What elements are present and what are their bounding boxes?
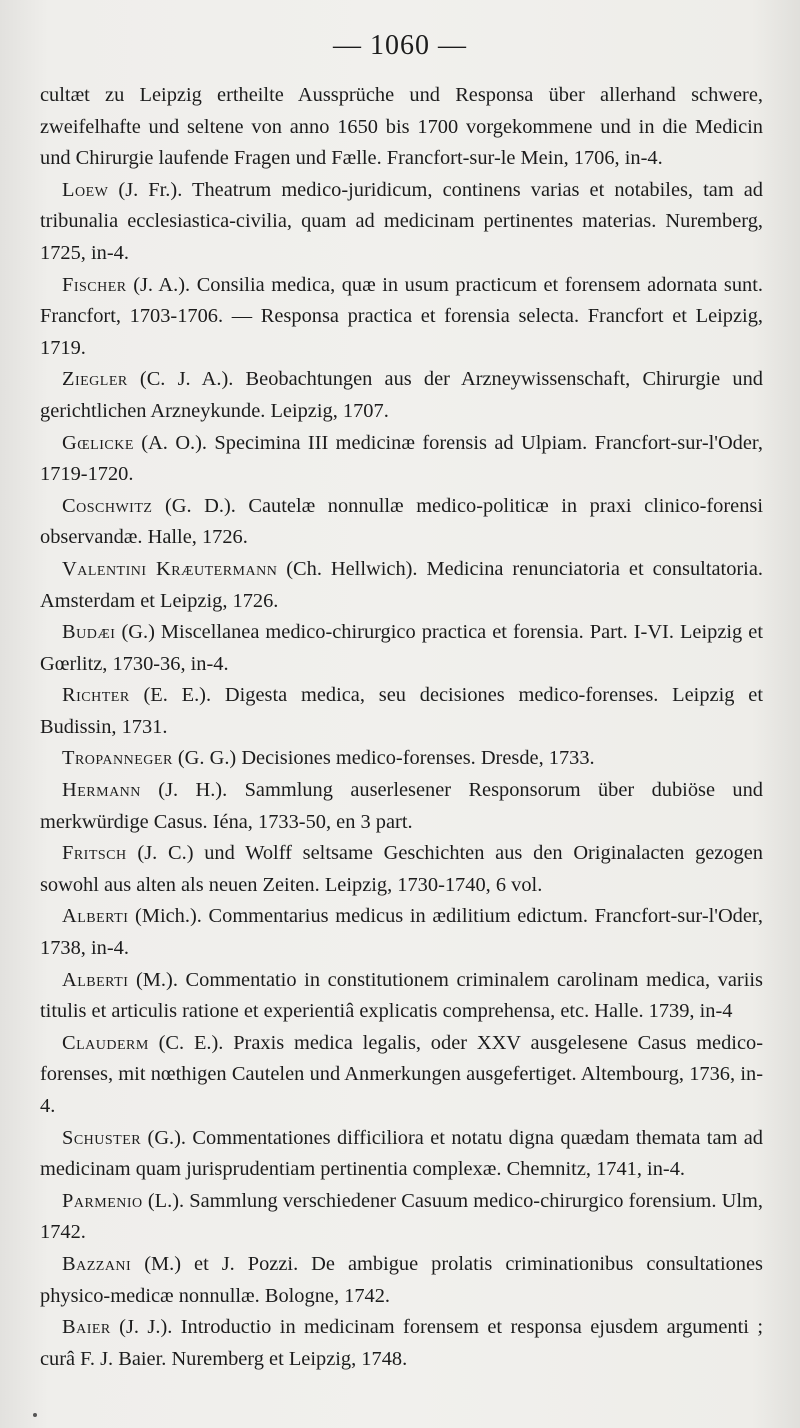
entry-text: cultæt zu Leipzig ertheilte Aussprüche und Responsa über allerhand schwere, zweifelhafte und seltene von anno 1650 bis 1700 vorgekommene und in die Medicin und Chirurgie laufende Fragen und Fælle. Francfort-sur-le Mein, 1706, in-4. <box>40 84 763 170</box>
entry-text: (J. C.) und Wolff seltsame Geschichten aus den Originalacten gezogen sowohl aus alten als neuen Zeiten. Leipzig, 1730-1740, 6 vol. <box>40 842 763 896</box>
bibliography-entry <box>40 838 763 901</box>
entry-text: (G.) Miscellanea medico-chirurgico practica et forensia. Part. I-VI. Leipzig et Gœrlitz, 1730-36, in-4. <box>40 621 763 675</box>
entry-author: Clauderm <box>62 1031 149 1054</box>
entry-author: Baier <box>62 1316 111 1339</box>
entry-author: Schuster <box>62 1126 142 1149</box>
bibliography-list <box>40 80 763 1375</box>
entry-text: (J. Fr.). Theatrum medico-juridicum, continens varias et notabiles, tam ad tribunalia ecclesiastica-civilia, quam ad medicinam pertinentes materias. Nuremberg, 1725, in-4. <box>40 178 763 264</box>
entry-author: Alberti <box>62 968 129 991</box>
bibliography-entry <box>40 775 763 838</box>
bibliography-entry <box>40 901 763 964</box>
bibliography-entry <box>40 491 763 554</box>
bibliography-entry <box>40 428 763 491</box>
bibliography-entry <box>40 743 763 775</box>
bibliography-entry <box>40 680 763 743</box>
entry-text: (J. H.). Sammlung auserlesener Responsorum über dubiöse und merkwürdige Casus. Iéna, 1733-50, en 3 part. <box>40 779 763 833</box>
entry-text: (G.). Commentationes difficiliora et notatu digna quædam themata tam ad medicinam quam jurisprudentiam pertinentia complexæ. Chemnitz, 1741, in-4. <box>40 1126 763 1181</box>
entry-author: Parmenio <box>62 1189 143 1212</box>
page-number: — 1060 — <box>333 30 467 61</box>
entry-text: (M.) et J. Pozzi. De ambigue prolatis criminationibus consultationes physico-medicæ nonnullæ. Bologne, 1742. <box>40 1252 763 1307</box>
bibliography-entry <box>40 617 763 680</box>
bibliography-entry <box>40 1312 763 1375</box>
bibliography-entry <box>40 270 763 365</box>
entry-text: (J. A.). Consilia medica, quæ in usum practicum et forensem adornata sunt. Francfort, 1703-1706. — Responsa practica et forensia selecta. Francfort et Leipzig, 1719. <box>40 273 763 359</box>
entry-author: Budæi <box>62 621 116 644</box>
entry-author: Coschwitz <box>62 494 153 517</box>
entry-author: Fritsch <box>62 842 127 865</box>
entry-text: (J. J.). Introductio in medicinam forensem et responsa ejusdem argumenti ; curâ F. J. Baier. Nuremberg et Leipzig, 1748. <box>40 1316 763 1370</box>
entry-text: (A. O.). Specimina III medicinæ forensis ad Ulpiam. Francfort-sur-l'Oder, 1719-1720. <box>40 431 763 486</box>
bibliography-entry <box>40 1186 763 1249</box>
entry-author: Fischer <box>62 273 127 296</box>
entry-text: (M.). Commentatio in constitutionem criminalem carolinam medica, variis titulis et articulis ratione et experientiâ explicatis comprehensa, etc. Halle. 1739, in-4 <box>40 968 763 1023</box>
entry-author: Richter <box>62 684 130 707</box>
bibliography-entry <box>40 80 763 175</box>
entry-text: (G. D.). Cautelæ nonnullæ medico-politicæ in praxi clinico-forensi observandæ. Halle, 1726. <box>40 494 763 549</box>
bibliography-entry <box>40 554 763 617</box>
entry-text: (E. E.). Digesta medica, seu decisiones medico-forenses. Leipzig et Budissin, 1731. <box>40 684 763 738</box>
entry-author: Valentini Kræutermann <box>62 557 278 580</box>
entry-text: (G. G.) Decisiones medico-forenses. Dresde, 1733. <box>172 747 595 770</box>
bibliography-entry <box>40 1028 763 1123</box>
entry-text: (C. J. A.). Beobachtungen aus der Arzneywissenschaft, Chirurgie und gerichtlichen Arzneykunde. Leipzig, 1707. <box>40 368 763 422</box>
entry-text: (Ch. Hellwich). Medicina renunciatoria et consultatoria. Amsterdam et Leipzig, 1726. <box>40 557 763 612</box>
ink-speck <box>33 1413 37 1417</box>
bibliography-entry <box>40 364 763 427</box>
entry-author: Ziegler <box>62 368 128 391</box>
bibliography-entry <box>40 175 763 270</box>
bibliography-entry <box>40 1123 763 1186</box>
entry-author: Tropanneger <box>62 747 173 770</box>
entry-author: Bazzani <box>62 1252 132 1275</box>
bibliography-entry <box>40 965 763 1028</box>
entry-author: Gœlicke <box>62 431 134 454</box>
entry-text: (L.). Sammlung verschiedener Casuum medico-chirurgico forensium. Ulm, 1742. <box>40 1189 763 1244</box>
entry-text: (C. E.). Praxis medica legalis, oder XXV ausgelesene Casus medico-forenses, mit nœthigen Cautelen und Anmerkungen ausgefertiget. Altembourg, 1736, in-4. <box>40 1031 763 1117</box>
entry-author: Alberti <box>62 905 129 928</box>
entry-author: Hermann <box>62 779 141 802</box>
entry-author: Loew <box>62 178 109 201</box>
bibliography-entry <box>40 1249 763 1312</box>
entry-text: (Mich.). Commentarius medicus in ædilitium edictum. Francfort-sur-l'Oder, 1738, in-4. <box>40 905 763 960</box>
